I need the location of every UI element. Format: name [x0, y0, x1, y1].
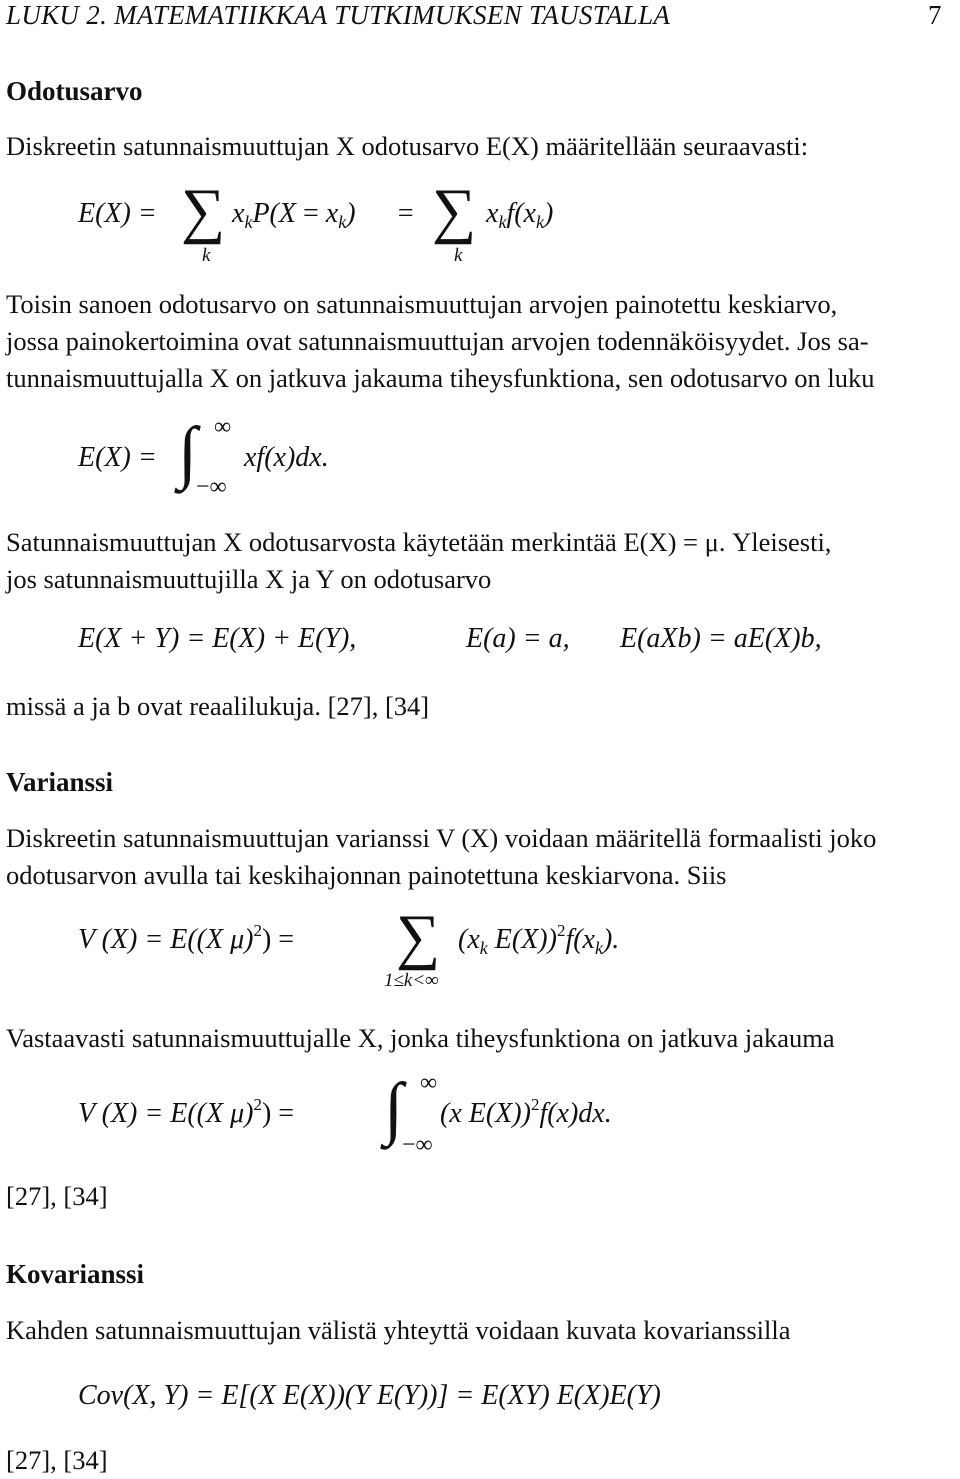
equation-covariance: Cov(X, Y) = E[(X E(X))(Y E(Y))] = E(XY) E(X)E(Y) [78, 1380, 661, 1411]
odotusarvo-text-line-2: jossa painokertoimina ovat satunnaismuuttujan arvojen todennäköisyydet. Jos sa- [6, 326, 869, 356]
sum-symbol: ∑ [181, 177, 226, 245]
odotusarvo-notation-line-1: Satunnaismuuttujan X odotusarvosta käytetään merkintää E(X) = μ. Yleisesti, [6, 527, 832, 557]
varianssi-text-line-2: odotusarvon avulla tai keskihajonnan painotettuna keskiarvona. Siis [6, 860, 727, 890]
eq-term-2: $x_kf(x_k)$ [486, 198, 554, 232]
varianssi-continuous-intro: Vastaavasti satunnaismuuttujalle X, jonka tiheysfunktiona on jatkuva jakauma [6, 1023, 835, 1053]
equation-linearity-sum: E(X + Y) = E(X) + E(Y), [78, 623, 357, 654]
odotusarvo-closing: missä a ja b ovat reaalilukuja. [27], [34] [6, 691, 430, 721]
variance-integral-body: (x E(X))$^2$f(x)dx. [440, 1095, 612, 1129]
varianssi-references: [27], [34] [6, 1181, 108, 1211]
odotusarvo-text-line-3: tunnaismuuttujalla X on jatkuva jakauma tiheysfunktiona, sen odotusarvo on luku [6, 363, 875, 393]
equation-expectation-discrete [78, 198, 157, 230]
integral-symbol: ∫ [178, 414, 198, 491]
sum-index: k [454, 245, 463, 266]
integral-body: xf(x)dx. [244, 442, 329, 473]
integral-dx: dx. [578, 1098, 612, 1129]
equation-variance-continuous: V (X) = E((X μ)$^2$) = [78, 1095, 295, 1129]
kovarianssi-intro: Kahden satunnaismuuttujan välistä yhteyttä voidaan kuvata kovarianssilla [6, 1315, 791, 1345]
integral-symbol: ∫ [384, 1070, 404, 1147]
odotusarvo-text-line-1: Toisin sanoen odotusarvo on satunnaismuuttujan arvojen painotettu keskiarvo, [6, 289, 838, 319]
section-title-odotusarvo: Odotusarvo [6, 76, 143, 106]
integral-upper-limit: ∞ [420, 1070, 438, 1096]
odotusarvo-intro: Diskreetin satunnaismuuttujan X odotusarvo E(X) määritellään seuraavasti: [6, 131, 809, 161]
sum-index: k [202, 245, 211, 266]
variance-sum-body: ($x_k$ $E(X))^2f(x_k)$. [458, 921, 620, 958]
odotusarvo-notation-line-2: jos satunnaismuuttujilla X ja Y on odotusarvo [6, 564, 492, 594]
section-title-kovarianssi: Kovarianssi [6, 1259, 145, 1289]
eq-lhs: E(X) = [78, 198, 157, 229]
section-title-varianssi: Varianssi [6, 767, 114, 797]
equation-linearity-scale: E(aXb) = aE(X)b, [620, 623, 822, 654]
page-number: 7 [928, 0, 942, 30]
sum-index: 1≤k<∞ [384, 970, 439, 991]
integral-lower-limit: −∞ [402, 1132, 433, 1158]
equation-linearity-constant: E(a) = a, [466, 623, 570, 654]
sum-symbol: ∑ [432, 177, 477, 245]
running-header: LUKU 2. MATEMATIIKKAA TUTKIMUKSEN TAUSTALLA [6, 0, 671, 30]
varianssi-text-line-1: Diskreetin satunnaismuuttujan varianssi V (X) voidaan määritellä formaalisti joko [6, 823, 877, 853]
kovarianssi-references: [27], [34] [6, 1445, 108, 1475]
eq-lhs: V (X) = E((X μ) [78, 1098, 254, 1129]
equation-variance-discrete: V (X) = E((X μ)$^2$) = [78, 921, 295, 955]
eq-equals: = [396, 198, 415, 229]
equation-expectation-continuous: E(X) = [78, 442, 157, 473]
eq-lhs: V (X) = E((X μ) [78, 924, 254, 955]
integral-upper-limit: ∞ [214, 414, 232, 440]
sum-symbol: ∑ [396, 903, 441, 971]
integral-lower-limit: −∞ [196, 474, 227, 500]
eq-term-1: $x_kP(X = x_k)$ [232, 198, 356, 232]
